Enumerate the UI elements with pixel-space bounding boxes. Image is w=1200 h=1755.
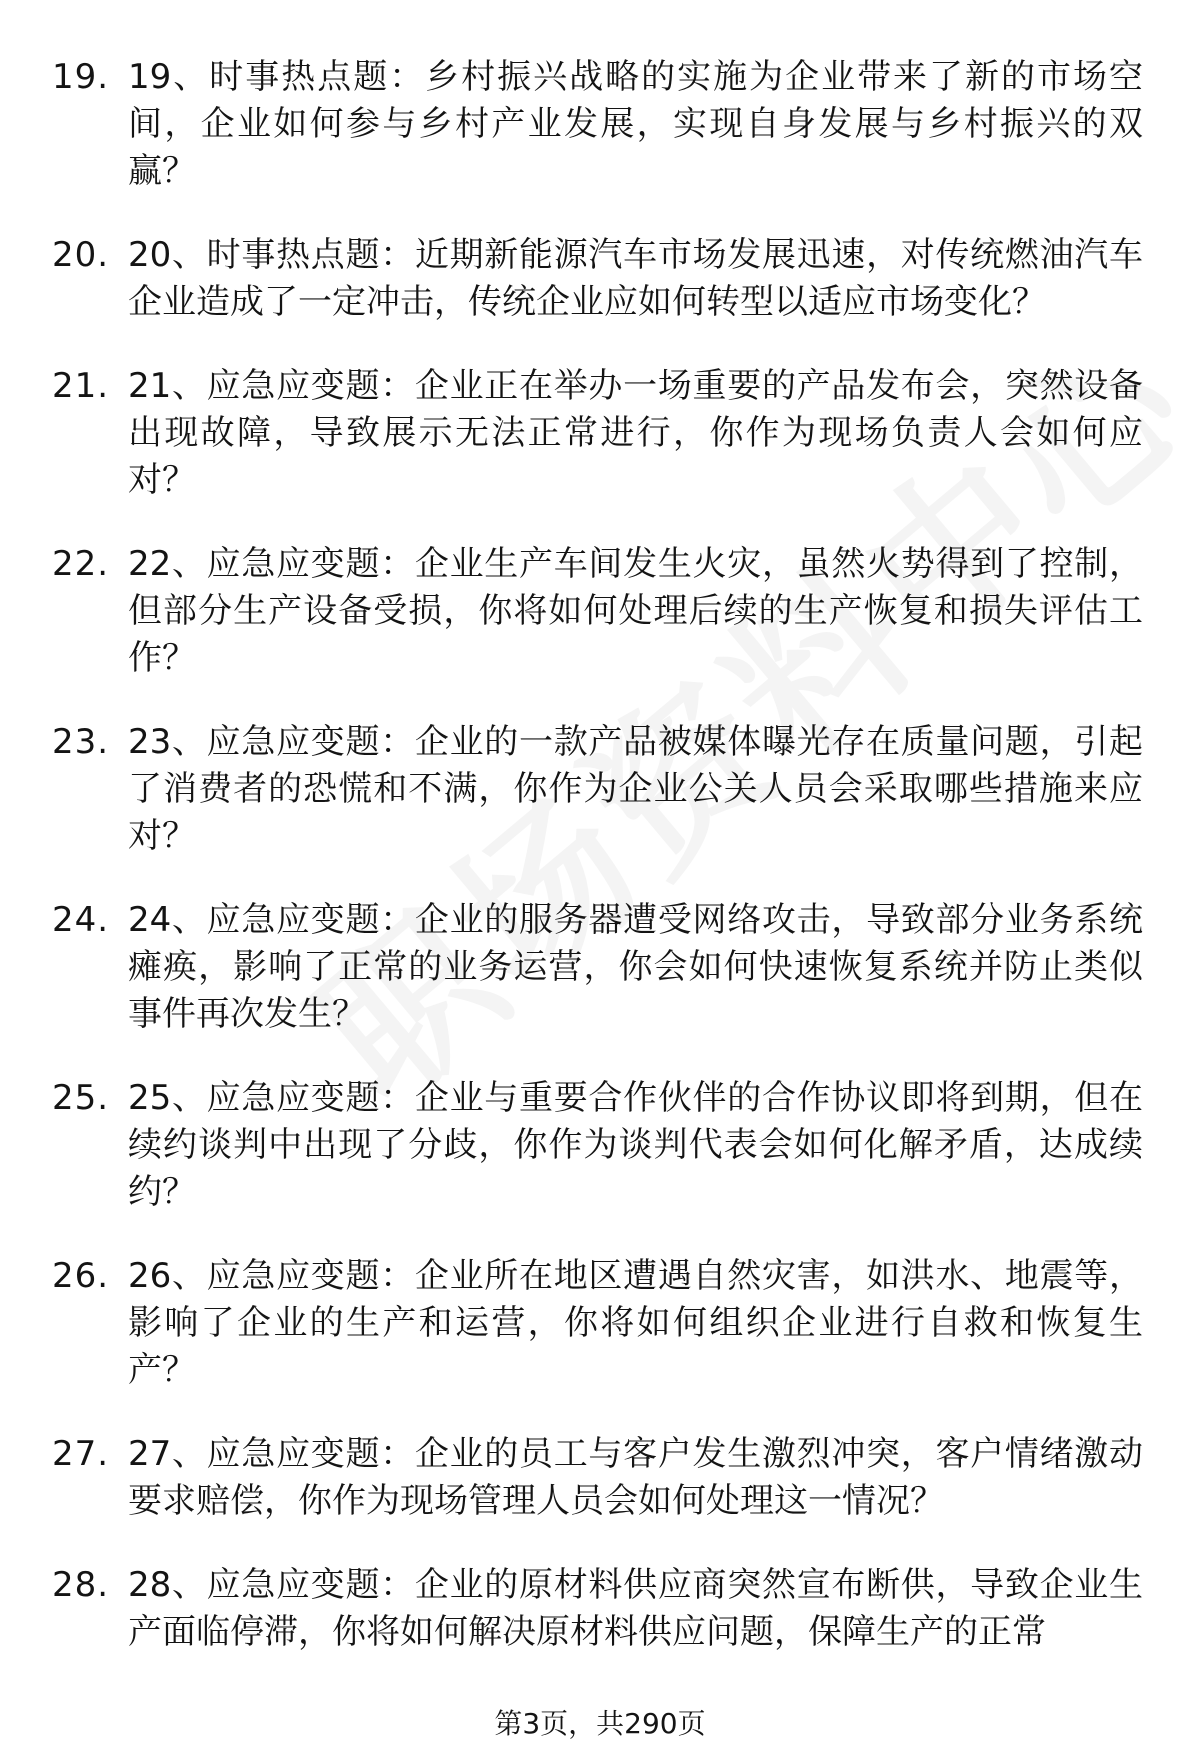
- item-number: 22.: [52, 544, 110, 584]
- item-number: 24.: [52, 900, 110, 940]
- item-text: 22、应急应变题：企业生产车间发生火灾，虽然火势得到了控制，但部分生产设备受损，你将如何处理后续的生产恢复和损失评估工作？: [128, 544, 1143, 678]
- item-text: 24、应急应变题：企业的服务器遭受网络攻击，导致部分业务系统瘫痪，影响了正常的业务运营，你会如何快速恢复系统并防止类似事件再次发生？: [128, 900, 1143, 1034]
- list-item: [52, 1431, 1152, 1525]
- item-number: 21.: [52, 366, 110, 406]
- page-number: 第3页，共290页: [494, 1707, 706, 1740]
- list-item: [52, 232, 1152, 326]
- list-item: [52, 363, 1152, 504]
- list-item: [52, 54, 1152, 195]
- item-text: 25、应急应变题：企业与重要合作伙伴的合作协议即将到期，但在续约谈判中出现了分歧，你作为谈判代表会如何化解矛盾，达成续约？: [128, 1078, 1143, 1212]
- item-text: 27、应急应变题：企业的员工与客户发生激烈冲突，客户情绪激动要求赔偿，你作为现场管理人员会如何处理这一情况？: [128, 1434, 1143, 1521]
- list-item: [52, 1562, 1152, 1656]
- item-text: 28、应急应变题：企业的原材料供应商突然宣布断供，导致企业生产面临停滞，你将如何解决原材料供应问题，保障生产的正常: [128, 1565, 1143, 1652]
- question-list: [52, 54, 1152, 1693]
- item-text: 20、时事热点题：近期新能源汽车市场发展迅速，对传统燃油汽车企业造成了一定冲击，传统企业应如何转型以适应市场变化？: [128, 235, 1143, 322]
- list-item: [52, 719, 1152, 860]
- list-item: [52, 1253, 1152, 1394]
- item-text: 23、应急应变题：企业的一款产品被媒体曝光存在质量问题，引起了消费者的恐慌和不满，你作为企业公关人员会采取哪些措施来应对？: [128, 722, 1143, 856]
- item-number: 27.: [52, 1434, 110, 1474]
- item-number: 20.: [52, 235, 110, 275]
- list-item: [52, 897, 1152, 1038]
- item-number: 25.: [52, 1078, 110, 1118]
- item-text: 26、应急应变题：企业所在地区遭遇自然灾害，如洪水、地震等，影响了企业的生产和运营，你将如何组织企业进行自救和恢复生产？: [128, 1256, 1143, 1390]
- item-number: 23.: [52, 722, 110, 762]
- item-text: 21、应急应变题：企业正在举办一场重要的产品发布会，突然设备出现故障，导致展示无法正常进行，你作为现场负责人会如何应对？: [128, 366, 1143, 500]
- item-number: 28.: [52, 1565, 110, 1605]
- list-item: [52, 541, 1152, 682]
- list-item: [52, 1075, 1152, 1216]
- item-number: 19.: [52, 57, 110, 97]
- item-text: 19、时事热点题：乡村振兴战略的实施为企业带来了新的市场空间，企业如何参与乡村产业发展，实现自身发展与乡村振兴的双赢？: [128, 57, 1143, 191]
- item-number: 26.: [52, 1256, 110, 1296]
